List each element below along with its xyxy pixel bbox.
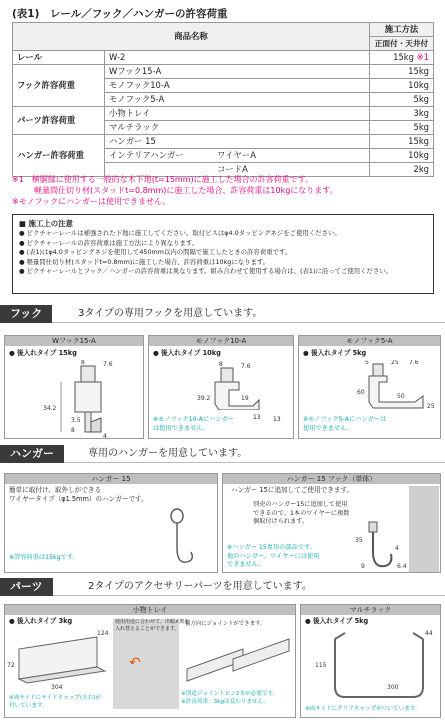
hanger15hook-panel (222, 473, 441, 573)
hanger-subname: コードA (105, 163, 370, 177)
parts-section-tag: パーツ (0, 578, 53, 596)
svg-text:39.2: 39.2 (197, 395, 211, 402)
hook-value: 15kg (370, 65, 434, 79)
caution-item: ● ピクチャーレールとフック／ハンガーの許容荷重は異なります。組み合わせて使用する場合は、(表1)に沿ってご使用ください。 (19, 267, 393, 276)
svg-text:9: 9 (361, 563, 365, 570)
mono10-note: ※モノフック10-Aにハンガー は使用できません。 (153, 416, 234, 432)
hanger15-drawing (155, 508, 215, 572)
svg-text:7.6: 7.6 (409, 360, 419, 366)
w-hook-title: Wフック15-A (5, 336, 143, 346)
mono10-type: ● 後入れタイプ 10kg (153, 349, 221, 357)
mono10-dim: 13 (253, 414, 261, 421)
svg-text:35: 35 (355, 537, 363, 544)
caution-item: ● ピクチャーレールの許容荷重は施工方法により異なります。 (19, 238, 199, 247)
header-method-sub: 正面付・天井付 (370, 37, 434, 51)
rack-type: ● 後入れタイプ 5kg (305, 617, 369, 625)
hanger15-note: ※許容荷重は15kgです。 (9, 554, 79, 561)
svg-text:8: 8 (219, 361, 223, 368)
hanger15-title: ハンガー 15 (5, 474, 217, 484)
rack-note: ※両サイドにクリアキャップがついています。 (305, 706, 421, 712)
hook-name: モノフック5-A (105, 93, 370, 107)
caution-item: ● 軽量間仕切り材(スタッドt=0.8mm)に施工した場合、許容荷重は10kgになります。 (19, 257, 270, 266)
hanger15hook-note: ※ハンガー 15専用の部品です。 他のハンガー、ワイヤーには使用 できません。 (227, 544, 320, 569)
mono5-note: ※モノフック5-Aにハンガーは 使用できません。 (303, 416, 387, 432)
svg-text:304: 304 (51, 684, 63, 691)
w-hook-panel (4, 335, 144, 439)
tray-joint-note: ※別途ジョイントピン2本が必要です。 ※許容荷重：3kgは変わりません。 (181, 691, 279, 705)
hook-category: フック許容荷重 (13, 65, 105, 107)
svg-text:5: 5 (365, 360, 369, 366)
svg-text:8: 8 (71, 427, 75, 434)
hanger-value: 10kg (370, 149, 434, 163)
mono5-drawing (299, 360, 442, 412)
parts-value: 3kg (370, 107, 434, 121)
hook-name: Wフック15-A (105, 65, 370, 79)
svg-text:19: 19 (241, 395, 249, 402)
tray-title: 小物トレイ (5, 605, 295, 615)
svg-text:60: 60 (357, 389, 365, 396)
mono5-type: ● 後入れタイプ 5kg (303, 349, 367, 357)
mono10-panel (148, 335, 294, 439)
caution-box (12, 214, 434, 294)
svg-text:7.6: 7.6 (241, 363, 251, 370)
parts-category: パーツ許容荷重 (13, 107, 105, 135)
parts-value: 5kg (370, 121, 434, 135)
parts-section-bar (0, 578, 445, 596)
header-method: 施工方法 (370, 23, 434, 37)
caution-heading: ■ 施工上の注意 (19, 219, 73, 228)
svg-text:44: 44 (425, 630, 433, 637)
header-name: 商品名称 (13, 23, 370, 51)
hanger-value: 2kg (370, 163, 434, 177)
swap-arrow-icon: ↶ (129, 655, 141, 671)
rack-title: マルチラック (301, 605, 440, 615)
note-2: ※モノフックにハンガーは使用できません。 (12, 197, 171, 206)
w-hook-type: ● 後入れタイプ 15kg (9, 349, 77, 357)
tray-type: ● 後入れタイプ 3kg (9, 617, 73, 625)
hook-section-desc: 3タイプの専用フックを用意しています。 (78, 308, 263, 319)
rail-name: W-2 (105, 51, 370, 65)
w-hook-drawing (5, 360, 145, 440)
tray-drawing (5, 627, 113, 691)
table-title: (表1) レール／フック／ハンガーの許容荷重 (12, 8, 228, 20)
hanger-section-tag: ハンガー (0, 445, 64, 463)
tray-swap-caption: 使用用途に合わせて、出幅×奥を 入れ替えることができます。 (115, 619, 190, 632)
caution-item: ● ピクチャーレールは補強された下地に施工してください。取付ビスはφ4.0タッピングネジをご使用ください。 (19, 229, 341, 238)
tray-joint-caption: 横方向にジョイントができます。 (185, 621, 266, 627)
svg-text:7.6: 7.6 (103, 361, 113, 368)
svg-text:4: 4 (395, 545, 399, 552)
hook-section-bar (0, 305, 445, 323)
hanger-section-desc: 専用のハンガーを用意しています。 (88, 448, 248, 459)
parts-name: マルチラック (105, 121, 370, 135)
hanger15-desc: 簡単に取付け、取外しができる ワイヤータイプ（φ1.5mm）のハンガーです。 (9, 486, 148, 503)
tray-note: ※両サイドにサイドキャップ(左右)が 付いています。 (9, 695, 102, 709)
hook-value: 10kg (370, 79, 434, 93)
hanger15hook-detail: 別売のハンガー15に追加して使用 できるので、1本のワイヤーに複数 個取付けられます。 (253, 501, 350, 526)
svg-text:25: 25 (427, 403, 435, 410)
svg-text:25: 25 (391, 360, 399, 366)
parts-section-desc: 2タイプのアクセサリーパーツを用意しています。 (88, 581, 312, 592)
mono10-dim: 13 (273, 416, 281, 423)
hanger15hook-drawing (353, 520, 409, 572)
hanger-photo (409, 486, 439, 572)
tray-joint-drawing (183, 629, 293, 685)
mono5-panel (298, 335, 441, 439)
hook-section-tag: フック (0, 305, 52, 323)
svg-text:72: 72 (7, 662, 15, 669)
hanger15-panel (4, 473, 218, 573)
hanger-category: ハンガー許容荷重 (13, 135, 105, 177)
mono5-title: モノフック5-A (299, 336, 440, 346)
svg-text:8: 8 (81, 360, 85, 366)
tray-panel (4, 604, 296, 718)
svg-text:34.2: 34.2 (43, 405, 57, 412)
hanger-value: 15kg (370, 135, 434, 149)
hanger-name: ハンガー 15 (105, 135, 370, 149)
load-table (12, 22, 434, 177)
note-1a: ※1 横胴縁に使用する一般的な木下地(t=15mm)に施工した場合の許容荷重です。 (12, 175, 313, 184)
rail-value: 15kg ※1 (370, 51, 434, 65)
note-1b: 軽量間仕切り材(スタッドt=0.8mm)に施工した場合、許容荷重は10kgになります。 (34, 186, 338, 195)
mono10-title: モノフック10-A (149, 336, 293, 346)
hanger-name: インテリアハンガー ワイヤーA (105, 149, 370, 163)
rail-category: レール (13, 51, 105, 65)
mono10-drawing (149, 360, 295, 410)
svg-text:115: 115 (315, 662, 327, 669)
hook-name: モノフック10-A (105, 79, 370, 93)
svg-text:300: 300 (387, 684, 399, 691)
svg-text:6.4: 6.4 (397, 563, 407, 570)
hanger15hook-desc: ハンガー 15に追加してご使用できます。 (231, 486, 354, 494)
rack-panel (300, 604, 441, 718)
hook-value: 5kg (370, 93, 434, 107)
svg-text:4: 4 (103, 433, 107, 440)
caution-item: ● (表1)はφ4.0タッピングネジを使用して450mm以内の間隔で施工したときの許容荷重です。 (19, 248, 292, 257)
rack-drawing (301, 625, 442, 705)
parts-name: 小物トレイ (105, 107, 370, 121)
svg-text:124: 124 (97, 630, 109, 637)
hanger15hook-title: ハンガー 15 フック（単体） (223, 474, 440, 484)
svg-text:50: 50 (397, 393, 405, 400)
svg-text:3.5: 3.5 (71, 417, 81, 424)
hanger-section-bar (0, 445, 445, 463)
